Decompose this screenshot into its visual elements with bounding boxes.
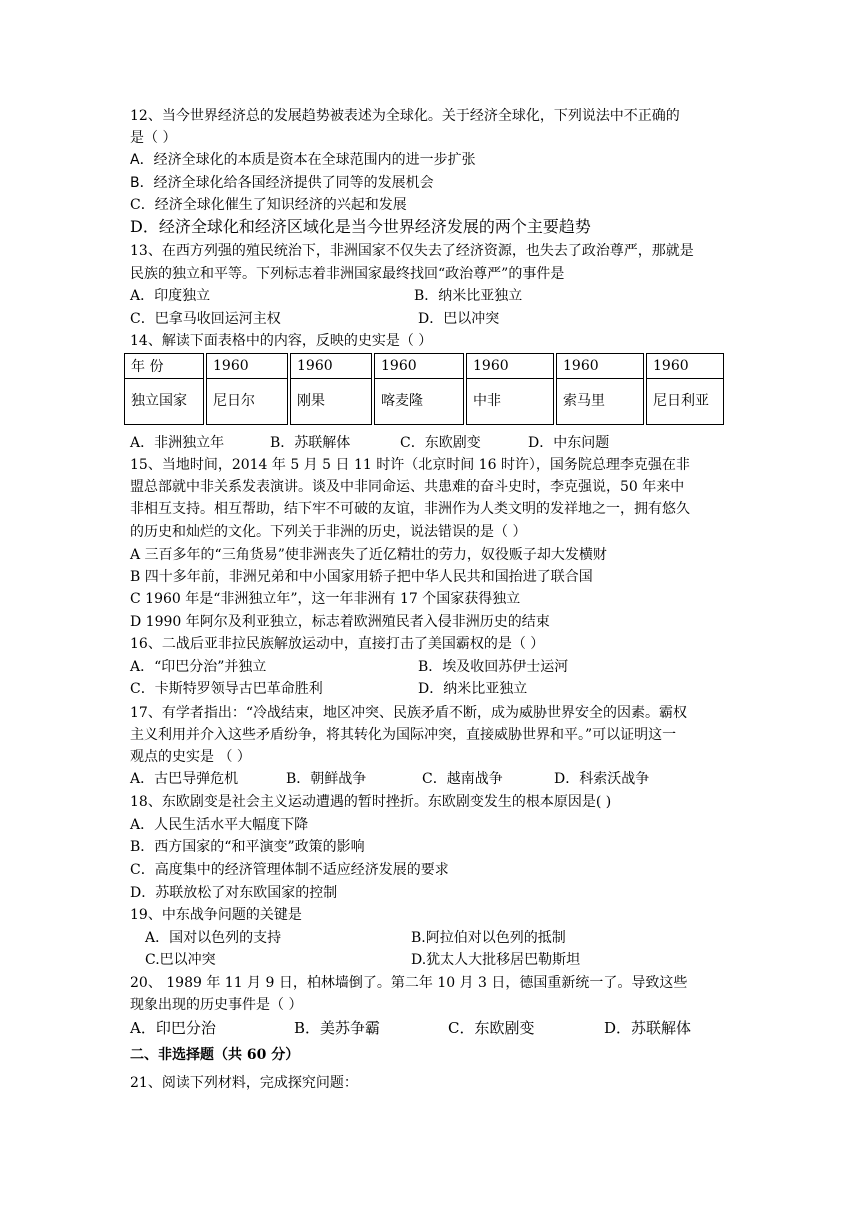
q13-option-d: D．巴以冲突 (418, 311, 500, 327)
q18-option-a: A．人民生活水平大幅度下降 (130, 817, 309, 833)
q15-option-a: A 三百多年的“三角货易”使非洲丧失了近亿精壮的劳力，奴役贩子却大发横财 (130, 547, 607, 563)
q15-option-c: C 1960 年是“非洲独立年”，这一年非洲有 17 个国家获得独立 (130, 591, 521, 607)
table-cell: 尼日利亚 (647, 379, 724, 425)
table-cell: 1960 (557, 354, 644, 379)
q16-option-c: C．卡斯特罗领导古巴革命胜利 (130, 681, 323, 697)
q14-options (130, 433, 740, 453)
q13-stem-line2: 民族的独立和平等。下列标志着非洲国家最终找回“政治尊严”的事件是 (130, 266, 565, 282)
q14-option-c: C．东欧剧变 (400, 435, 481, 451)
table-cell: 喀麦隆 (375, 379, 464, 425)
q19-option-a: A．国对以色列的支持 (145, 930, 282, 946)
table-cell: 刚果 (291, 379, 372, 425)
table-cell: 中非 (467, 379, 554, 425)
q16-options-row1 (130, 657, 740, 677)
q13-option-b: B．纳米比亚独立 (414, 288, 523, 304)
q14-option-b: B．苏联解体 (270, 435, 351, 451)
q18-stem: 18、东欧剧变是社会主义运动遭遇的暂时挫折。东欧剧变发生的根本原因是( ) (130, 794, 612, 810)
q13-option-a: A．印度独立 (130, 288, 211, 304)
table-row-countries (125, 379, 724, 425)
q14-stem: 14、解读下面表格中的内容，反映的史实是（ ） (130, 333, 433, 349)
q12-stem-line2: 是（ ） (130, 130, 177, 146)
q19-option-c: C.巴以冲突 (145, 952, 216, 968)
q14-option-d: D．中东问题 (528, 435, 610, 451)
q17-option-a: A．古巴导弹危机 (130, 771, 239, 787)
q17-stem-line1: 17、有学者指出：“冷战结束，地区冲突、民族矛盾不断，成为威胁世界安全的因素。霸权 (130, 705, 687, 721)
table-cell: 1960 (375, 354, 464, 379)
section-title: 二、非选择题（共 60 分） (130, 1047, 300, 1063)
q19-options-row2 (145, 950, 755, 970)
q13-option-c: C．巴拿马收回运河主权 (130, 311, 281, 327)
q20-stem-line2: 现象出现的历史事件是（ ） (130, 997, 303, 1013)
q19-stem: 19、中东战争问题的关键是 (130, 907, 302, 923)
table-header-year: 年 份 (125, 354, 204, 379)
q20-option-d: D．苏联解体 (604, 1019, 692, 1037)
q18-option-b: B．西方国家的“和平演变”政策的影响 (130, 839, 365, 855)
q16-option-b: B．埃及收回苏伊士运河 (418, 659, 569, 675)
q15-stem-line3: 非相互支持。相互帮助，结下牢不可破的友谊，非洲作为人类文明的发祥地之一，拥有悠久 (130, 501, 690, 517)
q12-option-a: A．经济全球化的本质是资本在全球范围内的进一步扩张 (130, 152, 476, 168)
table-cell: 1960 (207, 354, 288, 379)
q12-option-d: D．经济全球化和经济区域化是当今世界经济发展的两个主要趋势 (130, 217, 591, 236)
q12-stem-line1: 12、当今世界经济总的发展趋势被表述为全球化。关于经济全球化，下列说法中不正确的 (130, 108, 680, 124)
table-cell: 1960 (647, 354, 724, 379)
q15-option-b: B 四十多年前，非洲兄弟和中小国家用轿子把中华人民共和国抬进了联合国 (130, 569, 593, 585)
q19-options-row1 (145, 928, 755, 948)
independence-table (124, 353, 724, 425)
q19-option-b: B.阿拉伯对以色列的抵制 (411, 930, 566, 946)
q17-option-b: B．朝鲜战争 (286, 771, 367, 787)
q18-option-c: C．高度集中的经济管理体制不适应经济发展的要求 (130, 862, 449, 878)
table-cell: 1960 (467, 354, 554, 379)
table-row-years (125, 354, 724, 379)
q19-option-d: D.犹太人大批移居巴勒斯坦 (411, 952, 581, 968)
q20-options (130, 1018, 740, 1038)
table-header-country: 独立国家 (125, 379, 204, 425)
q15-stem-line4: 的历史和灿烂的文化。下列关于非洲的历史，说法错误的是（ ） (130, 524, 527, 540)
q12-option-b: B．经济全球化给各国经济提供了同等的发展机会 (130, 175, 434, 191)
q20-option-a: A．印巴分治 (130, 1019, 216, 1037)
q18-option-d: D．苏联放松了对东欧国家的控制 (130, 885, 338, 901)
q20-option-c: C．东欧剧变 (448, 1019, 535, 1037)
q20-option-b: B．美苏争霸 (294, 1019, 381, 1037)
q17-option-c: C．越南战争 (422, 771, 503, 787)
q15-stem-line1: 15、当地时间，2014 年 5 月 5 日 11 时许（北京时间 16 时许），国务院总理李克强在非 (130, 457, 690, 473)
q16-option-d: D．纳米比亚独立 (418, 681, 528, 697)
q17-option-d: D．科索沃战争 (554, 771, 650, 787)
q13-options-row1 (130, 286, 740, 306)
q21-stem: 21、阅读下列材料，完成探究问题： (130, 1075, 358, 1091)
q16-stem: 16、二战后亚非拉民族解放运动中，直接打击了美国霸权的是（ ） (130, 636, 545, 652)
q14-option-a: A．非洲独立年 (130, 435, 225, 451)
table-cell: 尼日尔 (207, 379, 288, 425)
table-cell: 1960 (291, 354, 372, 379)
q16-option-a: A．“印巴分治”并独立 (130, 659, 267, 675)
q13-stem-line1: 13、在西方列强的殖民统治下，非洲国家不仅失去了经济资源，也失去了政治尊严，那就是 (130, 243, 694, 259)
q15-stem-line2: 盟总部就中非关系发表演讲。谈及中非同命运、共患难的奋斗史时，李克强说，50 年来中 (130, 479, 685, 495)
q17-stem-line3: 观点的史实是 （ ） (130, 749, 251, 765)
q17-stem-line2: 主义利用并介入这些矛盾纷争，将其转化为国际冲突，直接威胁世界和平。”可以证明这一 (130, 727, 677, 743)
q16-options-row2 (130, 679, 740, 699)
q20-stem-line1: 20、 1989 年 11 月 9 日，柏林墙倒了。第二年 10 月 3 日，德国重新统一了。导致这些 (130, 975, 688, 991)
q15-option-d: D 1990 年阿尔及利亚独立，标志着欧洲殖民者入侵非洲历史的结束 (130, 614, 550, 630)
q12-option-c: C．经济全球化催生了知识经济的兴起和发展 (130, 197, 407, 213)
table-cell: 索马里 (557, 379, 644, 425)
q13-options-row2 (130, 309, 740, 329)
q17-options (130, 769, 740, 789)
